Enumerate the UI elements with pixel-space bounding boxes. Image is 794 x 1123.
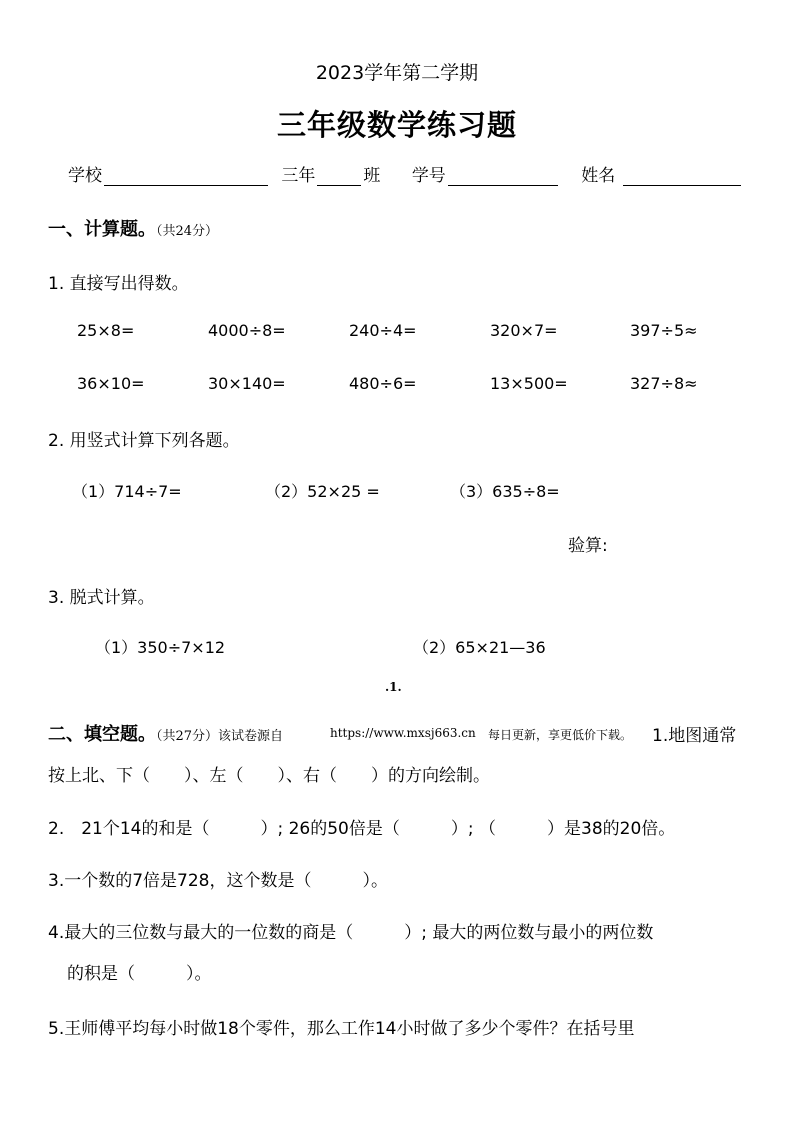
student-info-row bbox=[68, 161, 743, 186]
vertical-calc-item: （2）52×25 = bbox=[265, 482, 380, 501]
fill-q3: 3.一个数的7倍是728，这个数是（ ）。 bbox=[48, 871, 388, 891]
step-calc-item: （1）350÷7×12 bbox=[95, 638, 226, 657]
q2-label: 2. 用竖式计算下列各题。 bbox=[48, 431, 240, 451]
name-blank[interactable] bbox=[623, 167, 741, 186]
fill-q5: 5.王师傅平均每小时做18个零件，那么工作14小时做了多少个零件？在括号里 bbox=[48, 1019, 635, 1039]
student-number-blank[interactable] bbox=[448, 167, 558, 186]
source-note: 每日更新，享更低价下载。 bbox=[488, 728, 633, 742]
year-term: 2023学年第二学期 bbox=[315, 62, 479, 84]
fill-q1-start: 1.地图通常 bbox=[652, 726, 737, 746]
section2-title: 二、填空题。 bbox=[48, 724, 156, 745]
school-label: 学校 bbox=[68, 166, 102, 186]
section1-subtitle: （共24分） bbox=[156, 224, 219, 239]
section1-heading bbox=[48, 215, 218, 241]
section2-subtitle: （共27分）该试卷源自 bbox=[156, 729, 284, 744]
name-label: 姓名 bbox=[581, 166, 616, 186]
calc-item: 397÷5≈ bbox=[630, 321, 698, 340]
grade-label: 三年 bbox=[281, 166, 316, 186]
calc-item: 36×10= bbox=[77, 374, 145, 393]
vertical-calc-item: （3）635÷8= bbox=[450, 482, 560, 501]
calc-item: 25×8= bbox=[77, 321, 135, 340]
page-number: .1. bbox=[385, 680, 402, 694]
calc-item: 240÷4= bbox=[349, 321, 417, 340]
section2-heading bbox=[48, 720, 283, 746]
page-title: 三年级数学练习题 bbox=[276, 108, 517, 142]
calc-item: 13×500= bbox=[490, 374, 568, 393]
q3-label: 3. 脱式计算。 bbox=[48, 588, 155, 608]
grade-class-blank[interactable] bbox=[317, 167, 361, 186]
calc-item: 320×7= bbox=[490, 321, 558, 340]
fill-q4-line2: 的积是（ ）。 bbox=[67, 964, 212, 984]
source-link[interactable]: https://www.mxsj663.cn bbox=[330, 726, 476, 740]
school-blank[interactable] bbox=[104, 167, 268, 186]
step-calc-item: （2）65×21—36 bbox=[413, 638, 546, 657]
vertical-calc-item: （1）714÷7= bbox=[72, 482, 182, 501]
student-number-label: 学号 bbox=[411, 166, 446, 186]
check-label: 验算: bbox=[568, 536, 608, 556]
class-label: 班 bbox=[363, 166, 381, 186]
calc-item: 327÷8≈ bbox=[630, 374, 698, 393]
calc-item: 30×140= bbox=[208, 374, 286, 393]
fill-q4-line1: 4.最大的三位数与最大的一位数的商是（ ）; 最大的两位数与最小的两位数 bbox=[48, 923, 654, 943]
section1-title: 一、计算题。 bbox=[48, 219, 156, 240]
fill-q1-cont: 按上北、下（ ）、左（ ）、右（ ）的方向绘制。 bbox=[48, 766, 490, 786]
calc-item: 4000÷8= bbox=[208, 321, 286, 340]
q1-label: 1. 直接写出得数。 bbox=[48, 274, 189, 294]
calc-item: 480÷6= bbox=[349, 374, 417, 393]
fill-q2: 2. 21个14的和是（ ）; 26的50倍是（ ）; （ ）是38的20倍。 bbox=[48, 819, 676, 839]
